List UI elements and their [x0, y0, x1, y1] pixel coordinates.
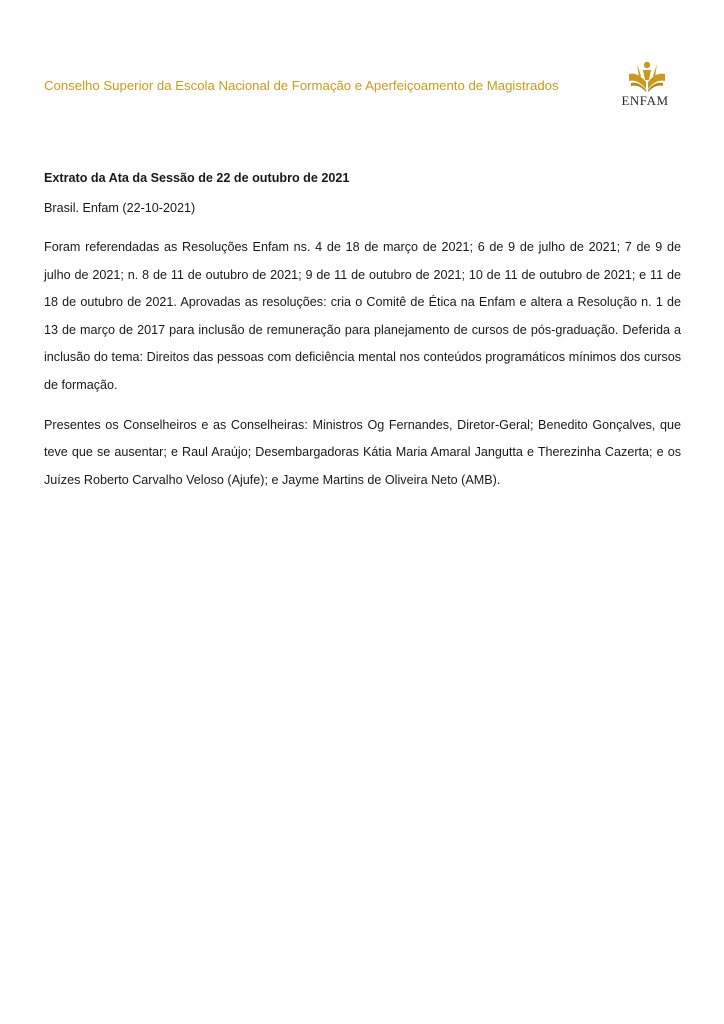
institution-name: Conselho Superior da Escola Nacional de Formação e Aperfeiçoamento de Magistrados — [44, 78, 559, 93]
paragraph-attendees: Presentes os Conselheiros e as Conselheiras: Ministros Og Fernandes, Diretor-Geral; Benedito Gonçalves, que teve que se ausentar; e Raul Araújo; Desembargadoras Kátia Maria Amaral Jangutta e Therezinha Cazerta; e os Juízes Roberto Carvalho Veloso (Ajufe); e Jayme Martins de Oliveira Neto (AMB). — [44, 417, 681, 487]
enfam-logo — [614, 60, 676, 112]
document-title: Extrato da Ata da Sessão de 22 de outubro de 2021 — [44, 171, 350, 185]
document-body — [44, 168, 681, 506]
book-with-figure-icon — [625, 60, 665, 94]
paragraph-resolutions: Foram referendadas as Resoluções Enfam ns. 4 de 18 de março de 2021; 6 de 9 de julho de 2021; 7 de 9 de julho de 2021; n. 8 de 11 de outubro de 2021; 9 de 11 de outubro de 2021; 10 de 11 de outubro de 2021; e 11 de 18 de outubro de 2021. Aprovadas as resoluções: cria o Comitê de Ética na Enfam e altera a Resolução n. 1 de 13 de março de 2017 para inclusão de remuneração para planejamento de cursos de pós-graduação. Deferida a inclusão do tema: Direitos das pessoas com deficiência mental nos conteúdos programáticos mínimos dos cursos de formação. — [44, 240, 681, 392]
logo-text: ENFAM — [621, 93, 669, 108]
document-subtitle: Brasil. Enfam (22-10-2021) — [44, 201, 196, 215]
